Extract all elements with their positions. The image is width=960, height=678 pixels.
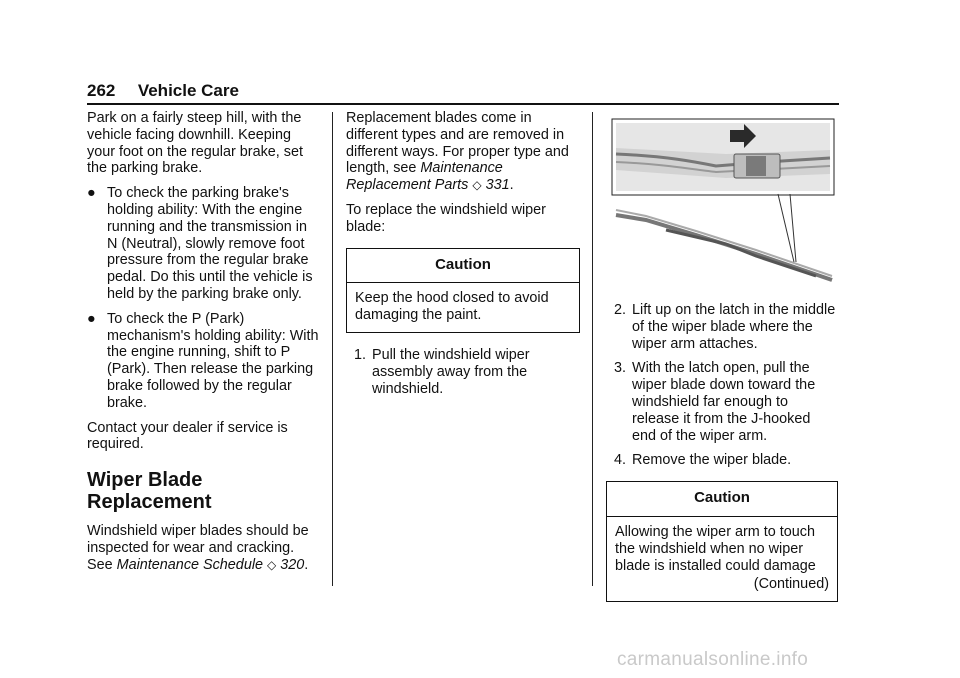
page-ref[interactable]: 331 [485, 177, 510, 194]
step-text: Pull the windshield wiper assembly away from the windshield. [372, 346, 530, 397]
section-text: Windshield wiper blades should be inspected for wear and cracking. See [87, 523, 309, 573]
replacement-text: Replacement blades come in different types and are removed in different ways. For proper type and length, see [346, 110, 569, 177]
column-3 [606, 110, 838, 616]
bullet-icon: ● [87, 310, 96, 327]
replacement-parts-link[interactable]: Maintenance Replacement Parts [346, 160, 503, 194]
bullet-icon: ● [87, 185, 96, 202]
step-text: Lift up on the latch in the middle of the wiper blade where the wiper arm attaches. [632, 302, 836, 352]
maintenance-schedule-link[interactable]: Maintenance Schedule [116, 556, 264, 573]
wiper-illustration [606, 110, 838, 290]
replacement-text-end: . [509, 177, 514, 194]
bullet-item [87, 185, 320, 303]
bullet-text: To check the P (Park) mechanism's holding ability: With the engine running, shift to P (Park). Then release the parking brake followed by the regular brake. [107, 310, 319, 411]
section-text-end: . [304, 556, 309, 573]
bullet-item [87, 311, 320, 412]
continued-label: (Continued) [753, 576, 829, 593]
replacement-paragraph [346, 110, 580, 194]
caution-text: Allowing the wiper arm to touch the windshield when no wiper blade is installed could damage [615, 523, 816, 574]
header-rule [87, 103, 839, 105]
step-item [606, 360, 838, 444]
caution-title: Caution [607, 482, 837, 517]
page-number: 262 [87, 81, 116, 100]
caution-box [606, 481, 838, 602]
step-item [346, 347, 580, 397]
column-divider [332, 112, 333, 586]
column-1 [87, 110, 320, 582]
xref-arrow-icon: ◇ [472, 178, 482, 193]
step-number: 2. [614, 302, 627, 318]
step-text: With the latch open, pull the wiper blade down toward the windshield far enough to release it from the J-hooked end of the wiper arm. [632, 360, 816, 444]
step-item [606, 452, 838, 469]
page-ref[interactable]: 320 [280, 556, 305, 573]
caution-text: Keep the hood closed to avoid damaging the paint. [355, 290, 549, 324]
column-2 [346, 110, 580, 405]
caution-body [607, 517, 837, 601]
caution-title: Caution [347, 249, 579, 284]
column-divider [592, 112, 593, 586]
xref-arrow-icon: ◇ [267, 557, 277, 572]
page-title: Vehicle Care [137, 81, 239, 100]
step-number: 1. [354, 346, 367, 363]
step-number: 3. [614, 360, 627, 377]
bullet-text: To check the parking brake's holding ability: With the engine running and the transmission in N (Neutral), slowly remove foot pressure from the regular brake pedal. Do this until the vehicle is held by the parking brake only. [107, 185, 313, 302]
section-heading: Wiper Blade Replacement [87, 469, 212, 514]
page-header [87, 81, 839, 101]
contact-paragraph: Contact your dealer if service is required. [87, 419, 288, 453]
wiper-diagram-image [606, 110, 838, 290]
watermark: carmanualsonline.info [617, 649, 809, 670]
step-item [606, 302, 838, 352]
section-paragraph [87, 523, 320, 573]
instruction-paragraph: To replace the windshield wiper blade: [346, 201, 546, 235]
step-text: Remove the wiper blade. [632, 452, 792, 469]
caution-box [346, 248, 580, 333]
intro-paragraph: Park on a fairly steep hill, with the vehicle facing downhill. Keeping your foot on the regular brake, set the parking brake. [87, 110, 303, 177]
step-number: 4. [614, 452, 627, 469]
